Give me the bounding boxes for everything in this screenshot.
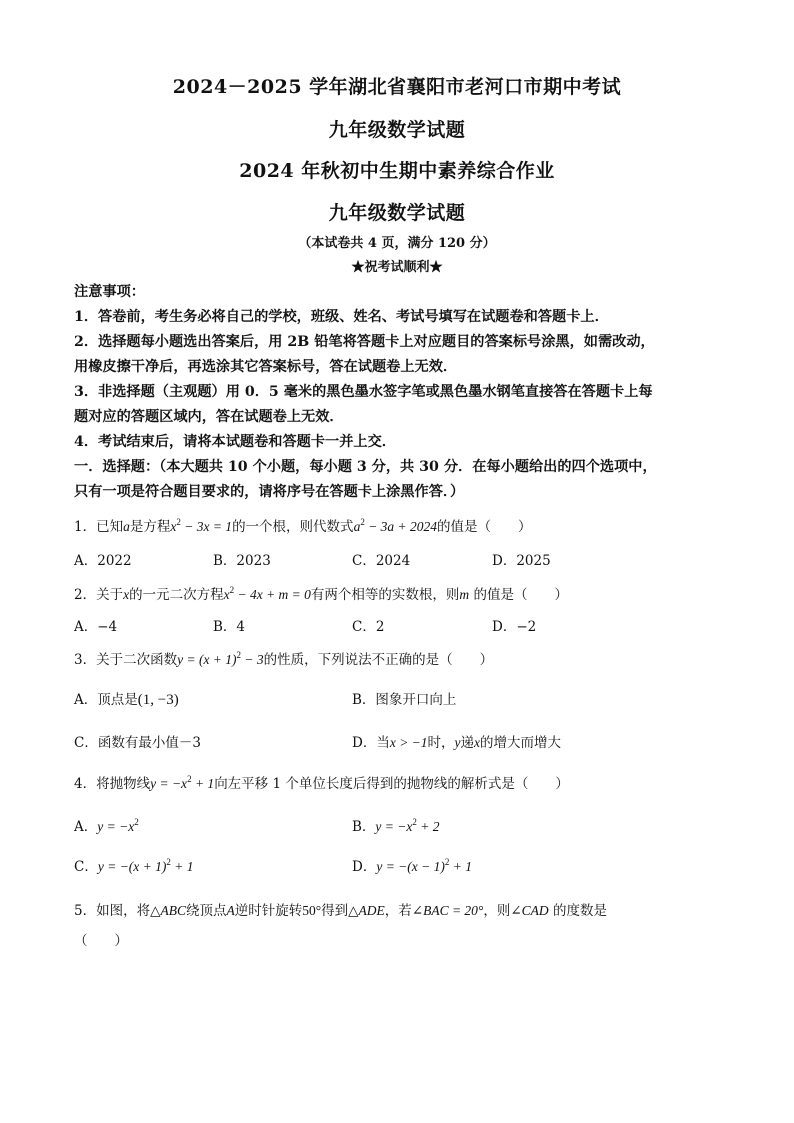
q1-text-1: 1．已知 — [74, 519, 124, 535]
q4-option-c-math — [98, 859, 194, 874]
q4-func-part-2: + 1 — [191, 776, 215, 791]
q1-text-3: 的一个根，则代数式 — [232, 519, 354, 535]
q1-eq-rest: − 3x = 1 — [180, 519, 233, 534]
q3-function — [177, 652, 264, 667]
exam-title-line3: 2024 年秋初中生期中素养综合作业 — [239, 160, 555, 182]
q4-option-b-exponent: 2 — [412, 817, 417, 827]
notice-item-3b: 题对应的答题区域内，答在试题卷上无效． — [74, 409, 344, 425]
q4-option-d-exponent: 2 — [444, 857, 450, 867]
q5-answer-paren: （ ） — [74, 933, 128, 949]
q4-text-1: 4．将抛物线 — [74, 776, 151, 792]
q5-text-7: 的度数是 — [548, 903, 607, 919]
q3-option-a[interactable] — [74, 688, 179, 709]
q1-eq-exponent: 2 — [176, 517, 181, 527]
q1-option-a[interactable]: A．2022 — [74, 553, 132, 569]
q1-text-2: 是方程 — [129, 519, 171, 535]
q2-text-4: 的值是（ ） — [469, 587, 568, 603]
q4-option-a-label: A． — [74, 819, 98, 835]
q3-option-d-text-4: 的增大而增大 — [480, 735, 562, 751]
q4-option-a[interactable] — [74, 815, 139, 835]
q5-triangle-ade: △ADE — [348, 903, 385, 918]
q4-option-a-math — [97, 819, 138, 834]
q4-option-c-part-1: y = −(x + 1) — [97, 859, 167, 874]
q4-option-c-part-2: + 1 — [170, 859, 194, 874]
q4-option-b[interactable] — [352, 815, 440, 835]
q2-eq-x: x — [223, 587, 230, 602]
q2-var-x: x — [123, 587, 130, 602]
q3-option-a-label: A．顶点是 — [74, 692, 138, 708]
q5-triangle-abc: △ABC — [150, 903, 186, 918]
q1-eq-x: x — [170, 519, 177, 534]
q3-option-a-math: (1, −3) — [137, 692, 179, 708]
question-1-stem — [74, 515, 532, 535]
q2-eq-exponent: 2 — [229, 585, 235, 595]
q4-option-d[interactable] — [352, 855, 472, 875]
question-2-stem — [74, 583, 568, 603]
question-4-stem — [74, 772, 569, 792]
q4-func-exponent: 2 — [187, 774, 192, 784]
exam-title-line1: 2024－2025 学年湖北省襄阳市老河口市期中考试 — [172, 76, 622, 98]
q2-option-a[interactable]: A．−4 — [74, 619, 118, 635]
q5-text-4: 得到 — [321, 903, 349, 919]
q3-func-part-1: y = (x + 1) — [177, 652, 237, 667]
question-3-stem — [74, 648, 493, 668]
q1-equation — [170, 519, 232, 534]
q2-option-b[interactable]: B．4 — [213, 619, 246, 635]
q5-text-6: ，则 — [483, 903, 511, 919]
exam-title-line4: 九年级数学试题 — [328, 202, 466, 224]
q4-option-c-label: C． — [74, 859, 98, 875]
q4-option-b-part-2: + 2 — [416, 819, 440, 834]
q1-option-d[interactable]: D．2025 — [492, 553, 551, 569]
q2-text-2: 的一元二次方程 — [129, 587, 224, 603]
q4-option-b-label: B． — [352, 819, 376, 835]
q3-text-1: 3．关于二次函数 — [74, 652, 178, 668]
q2-var-m: m — [459, 587, 470, 602]
q5-point-a: A — [226, 903, 235, 918]
q4-text-2: 向左平移 1 个单位长度后得到的抛物线的解析式是（ ） — [214, 776, 569, 792]
q3-option-b[interactable]: B．图象开口向上 — [352, 692, 457, 708]
q5-text-3: 逆时针旋转 — [234, 903, 303, 919]
q1-expr-a: a — [353, 519, 361, 534]
q3-option-c[interactable]: C．函数有最小值－3 — [74, 735, 201, 751]
q5-text-1: 5．如图，将 — [74, 903, 151, 919]
q3-option-d[interactable] — [352, 731, 561, 751]
q4-option-a-exponent: 2 — [134, 817, 139, 827]
pages-note: （本试卷共 4 页，满分 120 分） — [298, 236, 496, 251]
q2-option-d[interactable]: D．−2 — [492, 619, 537, 635]
q2-text-3: 有两个相等的实数根，则 — [310, 587, 460, 603]
exam-title-line2: 九年级数学试题 — [328, 119, 466, 141]
q2-text-1: 2．关于 — [74, 587, 124, 603]
q4-option-b-part-1: y = −x — [375, 819, 413, 834]
q4-option-a-part-1: y = −x — [97, 819, 135, 834]
notice-item-2a: 2．选择题每小题选出答案后，用 2B 铅笔将答题卡上对应题目的答案标号涂黑，如需改动， — [74, 334, 655, 350]
notice-item-2b: 用橡皮擦干净后，再选涂其它答案标号，答在试题卷上无效． — [74, 359, 458, 375]
q4-option-d-label: D． — [352, 859, 377, 875]
q1-expr-rest: − 3a + 2024 — [364, 519, 438, 534]
q5-angle-cad: ∠CAD — [510, 903, 549, 918]
q1-option-b[interactable]: B．2023 — [213, 553, 271, 569]
q4-option-d-math — [376, 859, 472, 874]
q4-option-d-part-2: + 1 — [449, 859, 473, 874]
q4-option-d-part-1: y = −(x − 1) — [376, 859, 445, 874]
q1-text-4: 的值是（ ） — [437, 519, 532, 535]
q3-option-d-var-y: y — [454, 735, 461, 750]
question-5-stem — [74, 899, 607, 919]
q3-option-d-var-x: x — [474, 735, 481, 750]
q4-option-c-exponent: 2 — [166, 857, 171, 867]
notice-heading: 注意事项： — [74, 284, 145, 300]
q5-text-2: 绕顶点 — [185, 903, 227, 919]
section-1-heading-b: 只有一项是符合题目要求的，请将序号在答题卡上涂黑作答．） — [74, 484, 465, 500]
notice-item-4: 4．考试结束后，请将本试题卷和答题卡一并上交． — [74, 434, 396, 450]
q2-equation — [224, 587, 311, 602]
q2-option-c[interactable]: C．2 — [352, 619, 385, 635]
q3-func-part-2: − 3 — [241, 652, 264, 667]
q5-rotation-angle: 50° — [302, 903, 322, 918]
q5-text-5: ，若 — [384, 903, 412, 919]
q1-option-c[interactable]: C．2024 — [352, 553, 411, 569]
q1-var-a: a — [123, 519, 130, 534]
q1-expression — [354, 519, 437, 534]
q3-option-d-text-2: 时， — [427, 735, 455, 751]
q3-func-exponent: 2 — [236, 650, 242, 660]
q4-func-part-1: y = −x — [150, 776, 188, 791]
q3-option-d-text-3: 递 — [460, 735, 475, 751]
q4-option-c[interactable] — [74, 855, 194, 875]
q3-option-d-text-1: D．当 — [352, 735, 390, 751]
q3-option-d-math: x > −1 — [389, 735, 428, 750]
q3-text-2: 的性质，下列说法不正确的是（ ） — [263, 652, 494, 668]
q4-function — [150, 776, 214, 791]
good-luck-wish: ★祝考试顺利★ — [351, 260, 443, 275]
notice-item-3a: 3．非选择题（主观题）用 0．5 毫米的黑色墨水签字笔或黑色墨水钢笔直接答在答题卡上每 — [74, 384, 653, 400]
q1-expr-exponent: 2 — [360, 517, 365, 527]
q5-angle-bac: ∠BAC = 20° — [411, 903, 484, 918]
q4-option-b-math — [375, 819, 439, 834]
notice-item-1: 1．答卷前，考生务必将自己的学校，班级、姓名、考试号填写在试题卷和答题卡上． — [74, 309, 609, 325]
q2-eq-rest: − 4x + m = 0 — [234, 587, 311, 602]
section-1-heading-a: 一．选择题：（本大题共 10 个小题，每小题 3 分，共 30 分．在每小题给出的四个选项中， — [74, 459, 657, 475]
